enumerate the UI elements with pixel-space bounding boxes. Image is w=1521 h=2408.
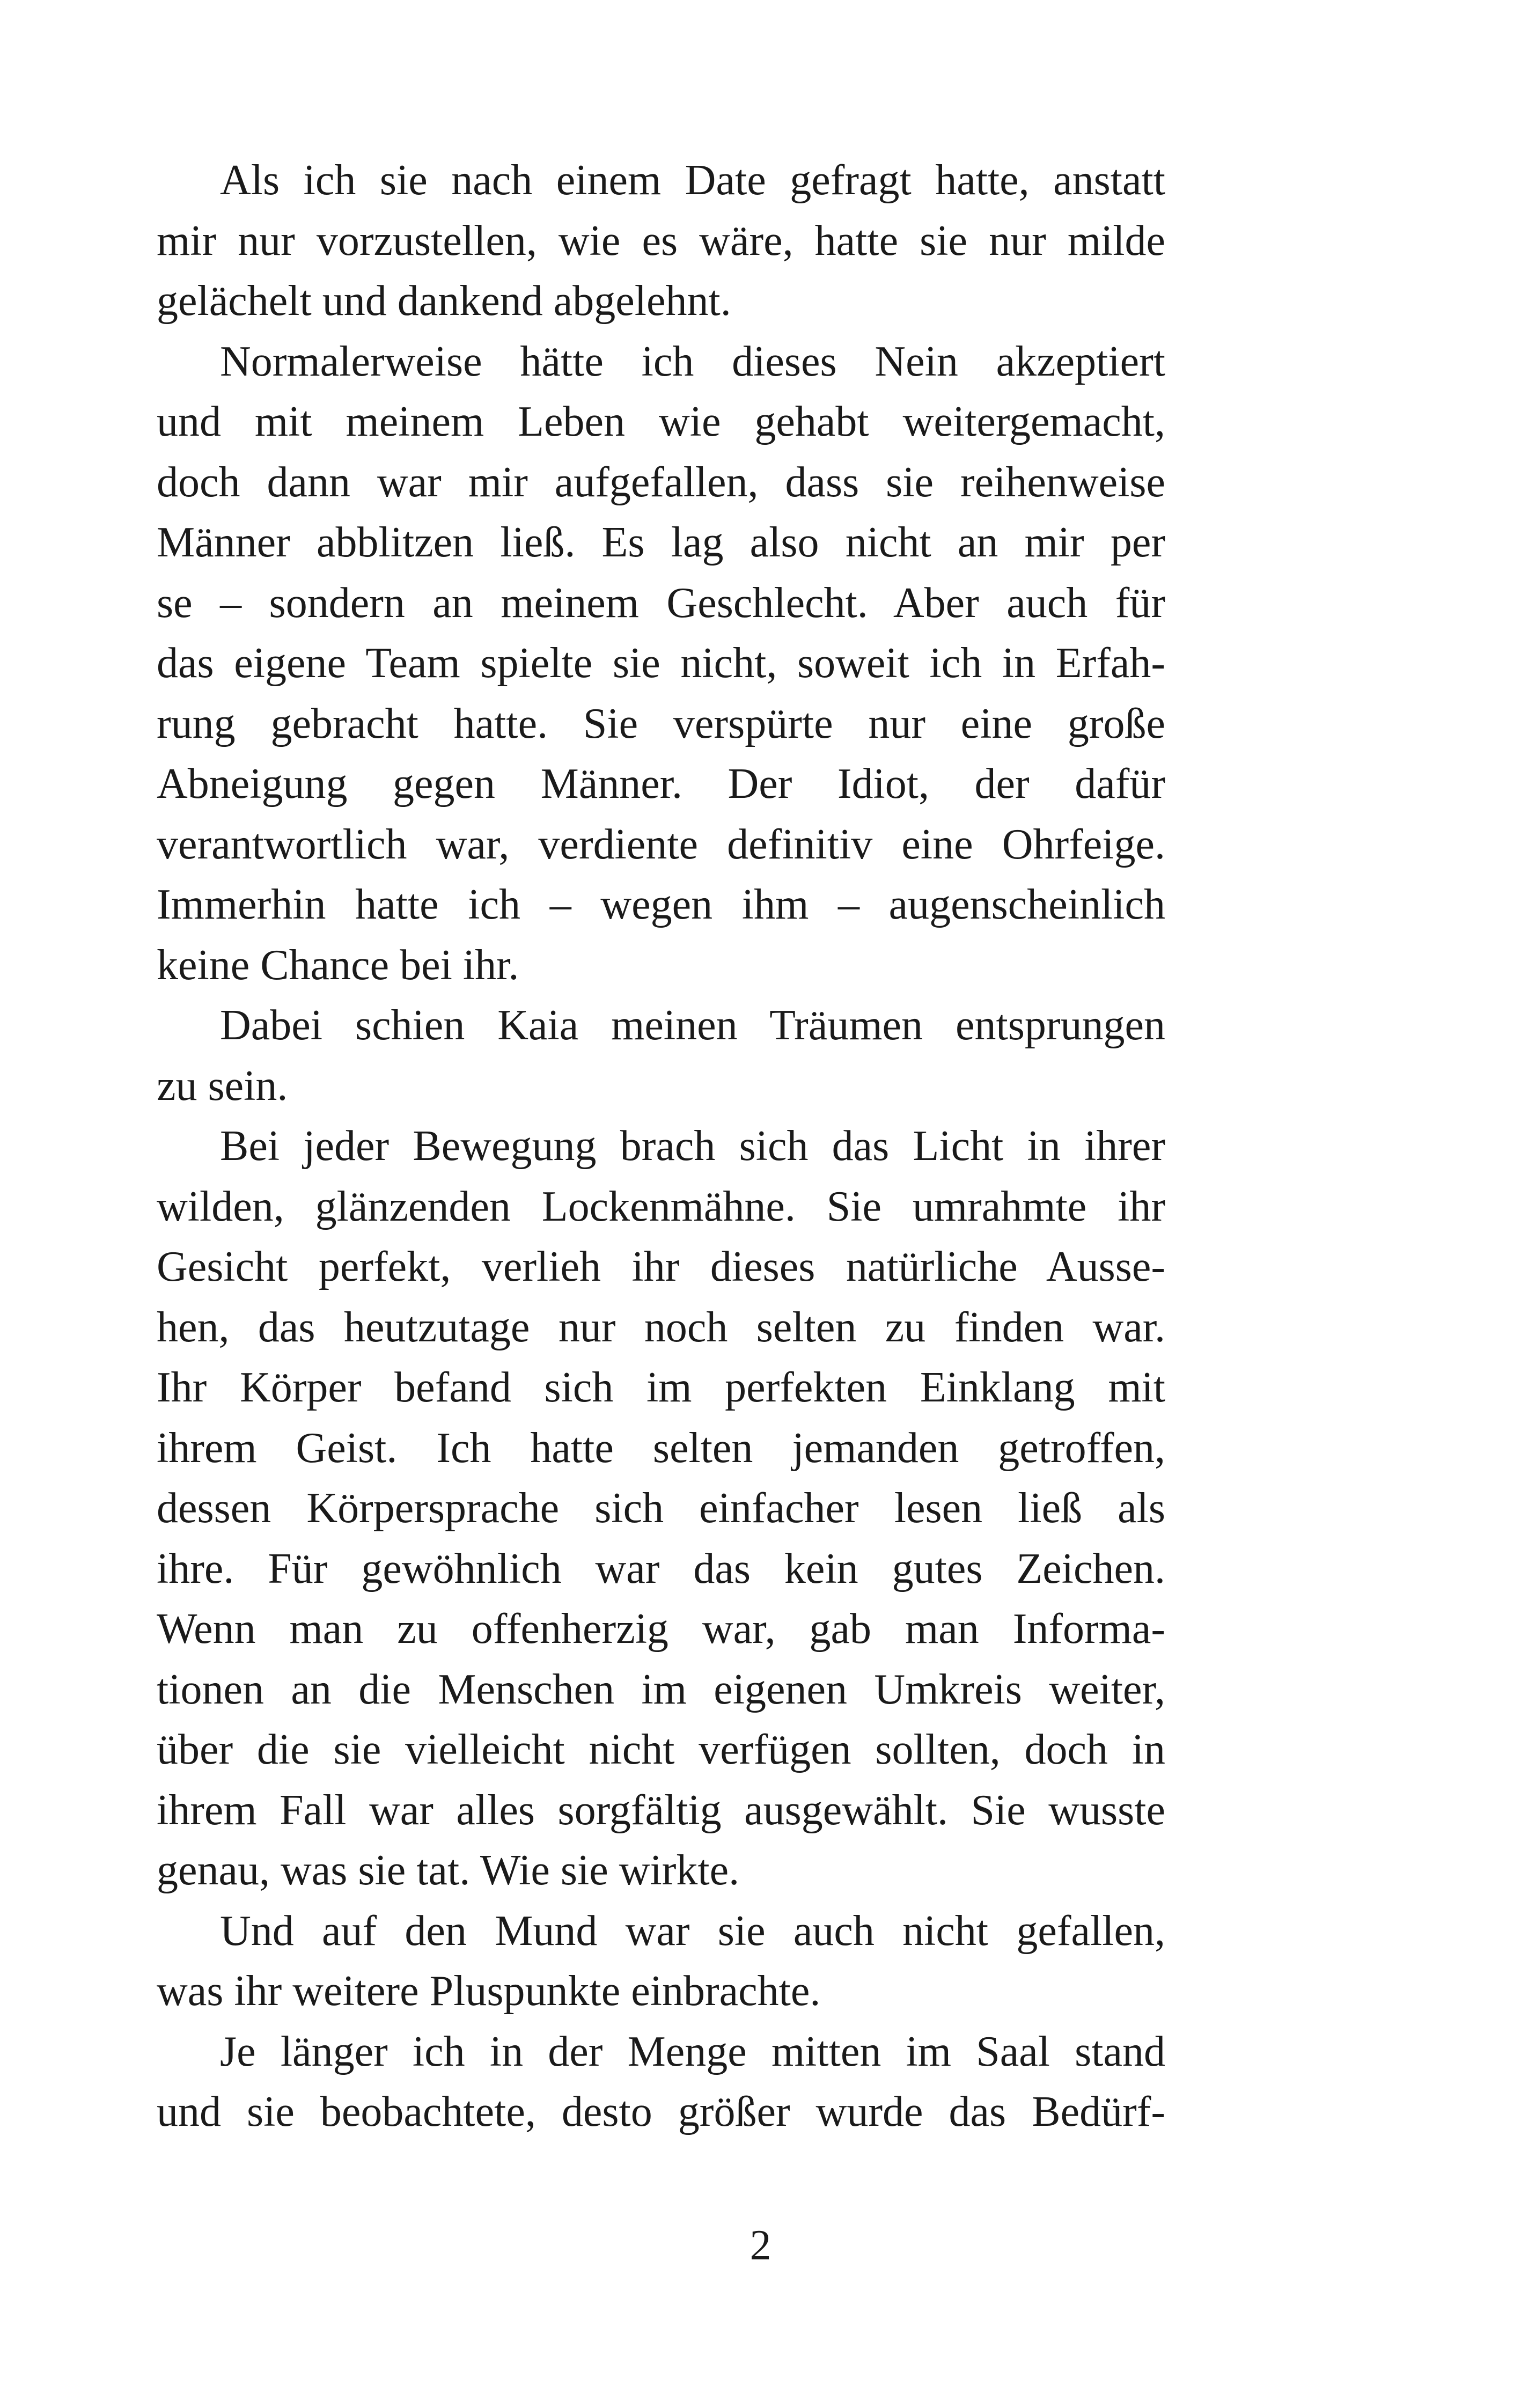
text-line: dessen Körpersprache sich einfacher lesen ließ als — [157, 1485, 1165, 1532]
text-line: Dabei schien Kaia meinen Träumen entsprungen — [220, 1002, 1165, 1049]
text-line: se – sondern an meinem Geschlecht. Aber auch für — [157, 579, 1165, 627]
text-line: Und auf den Mund war sie auch nicht gefallen, — [220, 1907, 1165, 1955]
text-line: Abneigung gegen Männer. Der Idiot, der dafür — [157, 760, 1165, 807]
text-line: und sie beobachtete, desto größer wurde das Bedürf- — [157, 2088, 1165, 2135]
text-line: mir nur vorzustellen, wie es wäre, hatte sie nur milde — [157, 217, 1165, 265]
text-line: ihre. Für gewöhnlich war das kein gutes Zeichen. — [157, 1545, 1165, 1592]
text-line: Bei jeder Bewegung brach sich das Licht in ihrer — [220, 1122, 1165, 1170]
text-line: Als ich sie nach einem Date gefragt hatte, anstatt — [220, 157, 1165, 204]
text-line: Normalerweise hätte ich dieses Nein akzeptiert — [220, 337, 1165, 385]
text-line: über die sie vielleicht nicht verfügen sollten, doch in — [157, 1726, 1165, 1773]
text-line: und mit meinem Leben wie gehabt weitergemacht, — [157, 398, 1165, 445]
text-line: das eigene Team spielte sie nicht, soweit ich in Erfah- — [157, 640, 1165, 687]
text-line: Gesicht perfekt, verlieh ihr dieses natürliche Ausse- — [157, 1243, 1165, 1290]
text-line: genau, was sie tat. Wie sie wirkte. — [157, 1847, 740, 1894]
text-line: gelächelt und dankend abgelehnt. — [157, 277, 731, 325]
text-line: ihrem Fall war alles sorgfältig ausgewählt. Sie wusste — [157, 1786, 1165, 1834]
text-line: Je länger ich in der Menge mitten im Saal stand — [220, 2028, 1165, 2075]
text-line: ihrem Geist. Ich hatte selten jemanden getroffen, — [157, 1424, 1165, 1472]
page-number: 2 — [750, 2222, 771, 2269]
text-line: wilden, glänzenden Lockenmähne. Sie umrahmte ihr — [157, 1183, 1165, 1230]
text-line: rung gebracht hatte. Sie verspürte nur eine große — [157, 700, 1165, 747]
text-line: keine Chance bei ihr. — [157, 941, 519, 989]
text-line: Immerhin hatte ich – wegen ihm – augenscheinlich — [157, 881, 1165, 928]
text-line: Männer abblitzen ließ. Es lag also nicht an mir per — [157, 519, 1165, 566]
text-line: tionen an die Menschen im eigenen Umkreis weiter, — [157, 1665, 1165, 1713]
body-text — [157, 150, 1165, 2142]
text-line: verantwortlich war, verdiente definitiv eine Ohrfeige. — [157, 820, 1165, 868]
text-line: Wenn man zu offenherzig war, gab man Informa- — [157, 1605, 1165, 1653]
text-line: Ihr Körper befand sich im perfekten Einklang mit — [157, 1364, 1165, 1411]
text-line: zu sein. — [157, 1062, 288, 1110]
text-line: hen, das heutzutage nur noch selten zu finden war. — [157, 1303, 1165, 1351]
text-line: doch dann war mir aufgefallen, dass sie reihenweise — [157, 458, 1165, 506]
text-line: was ihr weitere Pluspunkte einbrachte. — [157, 1967, 821, 2015]
